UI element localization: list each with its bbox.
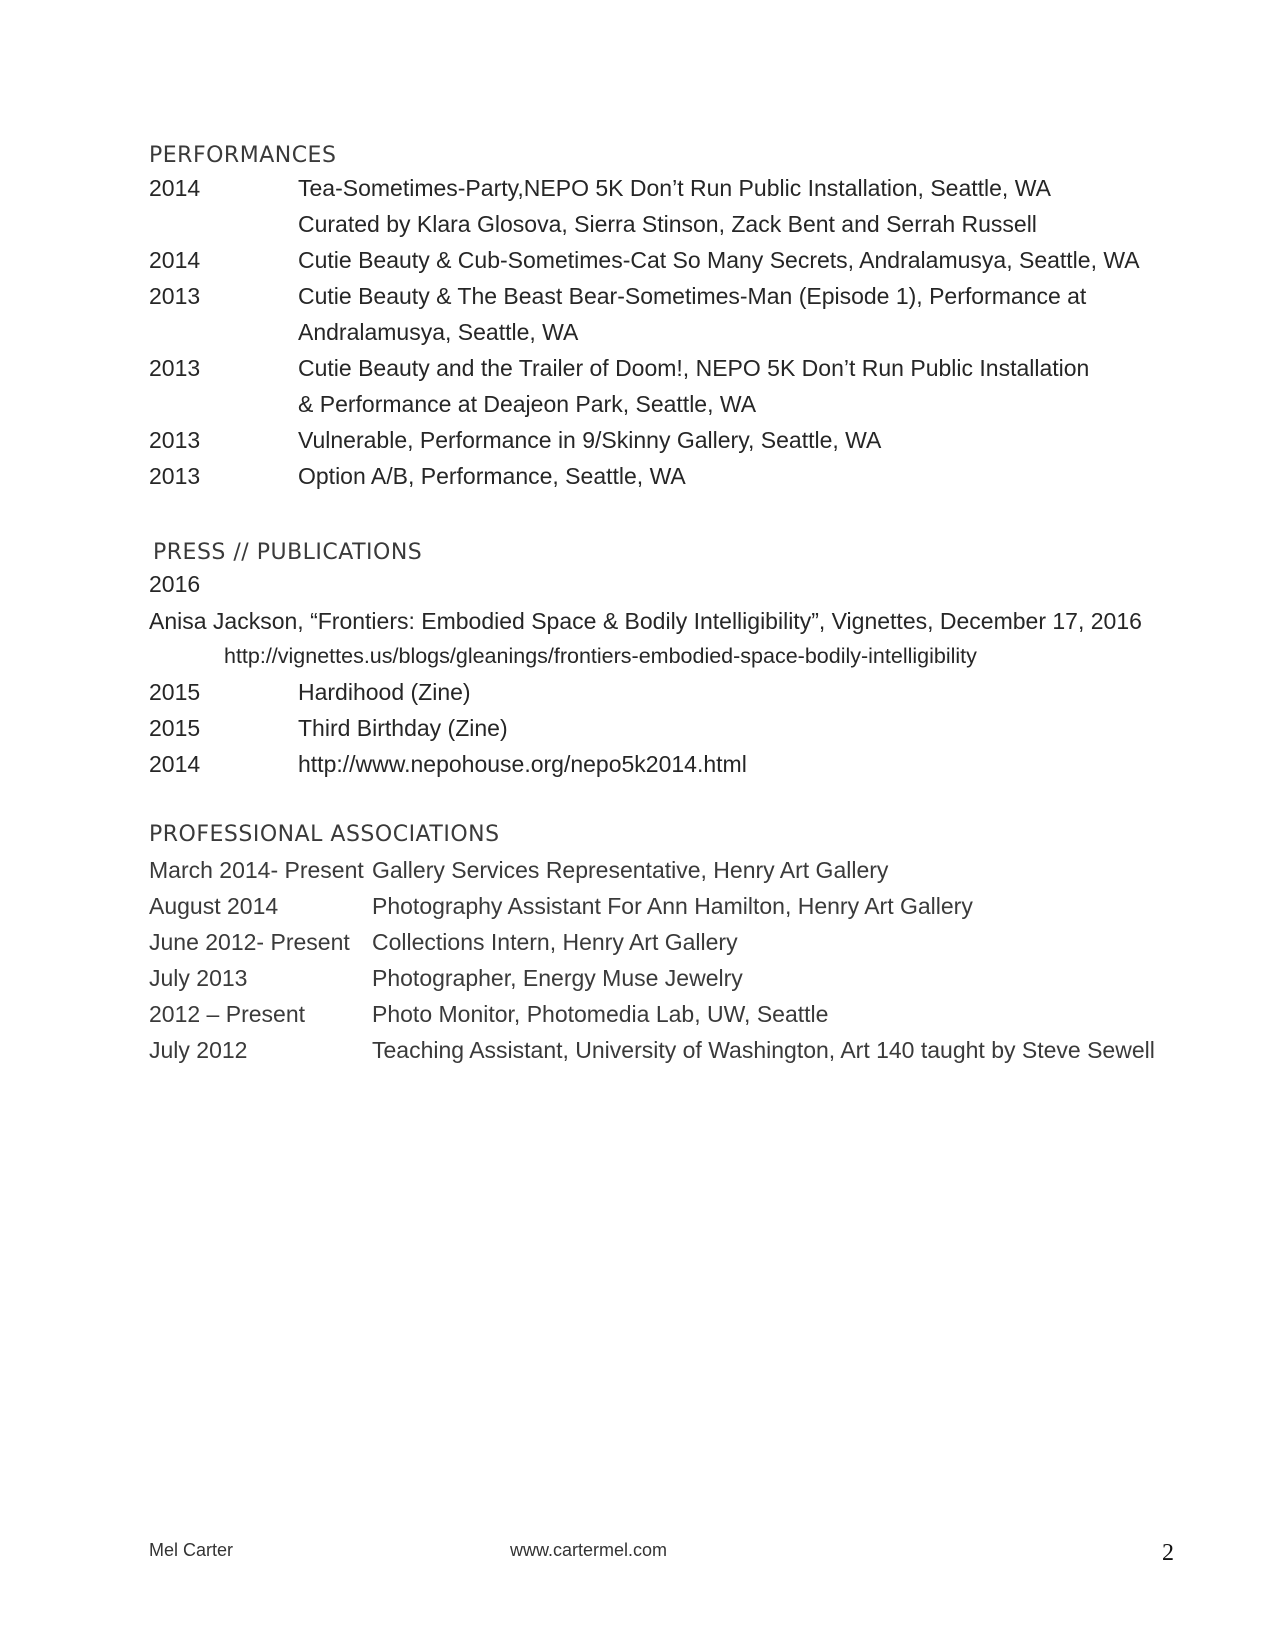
press-year: 2014 <box>149 751 201 777</box>
press-entry: Hardihood (Zine) <box>298 679 471 705</box>
association-date: June 2012- Present <box>149 929 350 955</box>
association-entry: Photography Assistant For Ann Hamilton, Henry Art Gallery <box>372 893 973 919</box>
association-entry: Photo Monitor, Photomedia Lab, UW, Seattle <box>372 1001 829 1027</box>
performance-entry: Vulnerable, Performance in 9/Skinny Gallery, Seattle, WA <box>298 427 882 453</box>
press-article: Anisa Jackson, “Frontiers: Embodied Space & Bodily Intelligibility”, Vignettes, December 17, 2016 <box>149 608 1142 634</box>
performance-entry-continued: Andralamusya, Seattle, WA <box>298 319 579 345</box>
performance-year: 2014 <box>149 247 201 273</box>
association-date: 2012 – Present <box>149 1001 306 1027</box>
performance-year: 2013 <box>149 355 201 381</box>
performance-entry-continued: & Performance at Deajeon Park, Seattle, WA <box>298 391 757 417</box>
performance-year: 2013 <box>149 463 201 489</box>
press-year: 2015 <box>149 679 201 705</box>
performances-heading: PERFORMANCES <box>149 143 337 168</box>
performance-year: 2014 <box>149 175 201 201</box>
performance-entry: Option A/B, Performance, Seattle, WA <box>298 463 686 489</box>
press-year: 2016 <box>149 571 201 597</box>
page-number: 2 <box>1162 1540 1174 1566</box>
association-date: July 2013 <box>149 965 248 991</box>
performance-year: 2013 <box>149 427 201 453</box>
performance-entry: Cutie Beauty and the Trailer of Doom!, NEPO 5K Don’t Run Public Installation <box>298 355 1090 381</box>
associations-heading: PROFESSIONAL ASSOCIATIONS <box>149 822 500 847</box>
association-entry: Collections Intern, Henry Art Gallery <box>372 929 738 955</box>
association-entry: Photographer, Energy Muse Jewelry <box>372 965 743 991</box>
association-date: July 2012 <box>149 1037 248 1063</box>
press-heading: PRESS // PUBLICATIONS <box>153 540 423 565</box>
performance-entry: Cutie Beauty & Cub-Sometimes-Cat So Many Secrets, Andralamusya, Seattle, WA <box>298 247 1140 273</box>
association-entry: Teaching Assistant, University of Washington, Art 140 taught by Steve Sewell <box>372 1037 1155 1063</box>
press-article-url[interactable]: http://vignettes.us/blogs/gleanings/frontiers-embodied-space-bodily-intelligibility <box>224 644 977 668</box>
footer-name: Mel Carter <box>149 1540 234 1560</box>
performance-year: 2013 <box>149 283 201 309</box>
press-year: 2015 <box>149 715 201 741</box>
press-entry: Third Birthday (Zine) <box>298 715 508 741</box>
association-date: March 2014- Present <box>149 857 364 883</box>
press-link[interactable]: http://www.nepohouse.org/nepo5k2014.html <box>298 751 747 777</box>
performance-entry-continued: Curated by Klara Glosova, Sierra Stinson, Zack Bent and Serrah Russell <box>298 211 1037 237</box>
performance-entry: Cutie Beauty & The Beast Bear-Sometimes-Man (Episode 1), Performance at <box>298 283 1087 309</box>
association-date: August 2014 <box>149 893 279 919</box>
footer-website[interactable]: www.cartermel.com <box>510 1540 668 1560</box>
performance-entry: Tea-Sometimes-Party,NEPO 5K Don’t Run Public Installation, Seattle, WA <box>298 175 1051 201</box>
association-entry: Gallery Services Representative, Henry Art Gallery <box>372 857 889 883</box>
